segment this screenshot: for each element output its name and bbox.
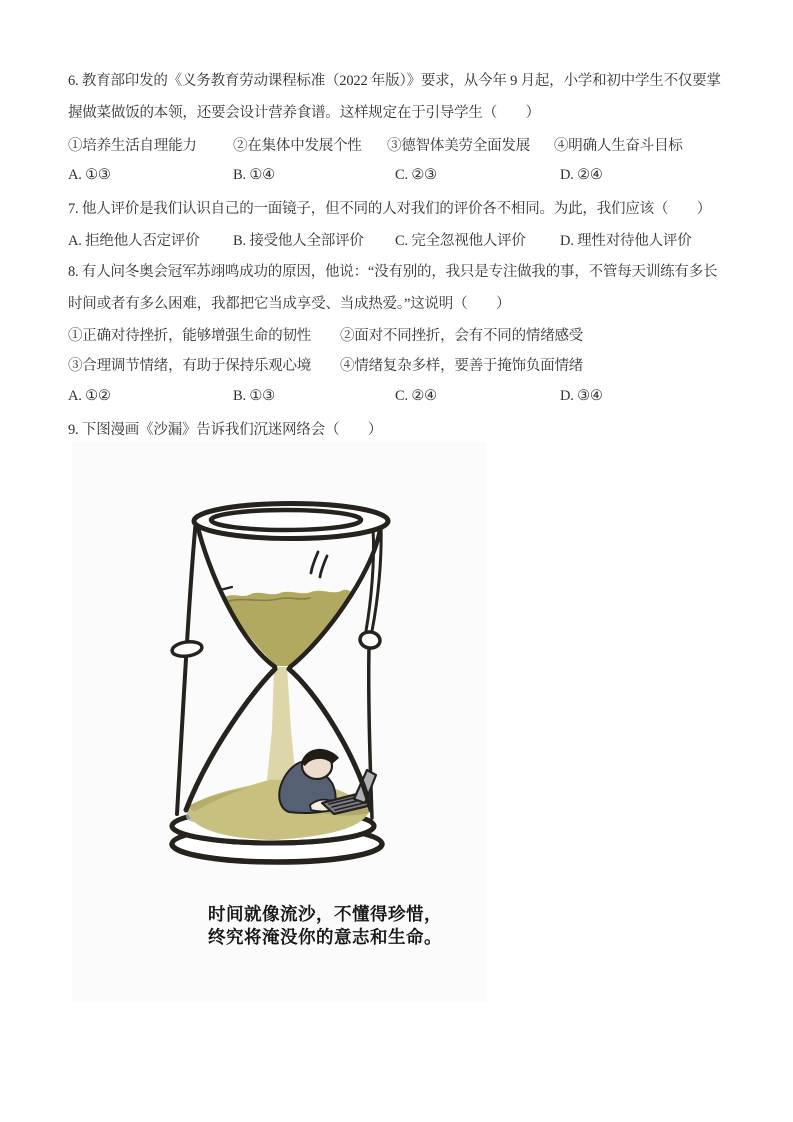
question-6-answers-row	[68, 167, 768, 185]
question-8-answer-d: D. ③④	[560, 388, 603, 404]
question-7-answer-c: C. 完全忽视他人评价	[395, 233, 526, 249]
question-7-answer-a: A. 拒绝他人否定评价	[68, 233, 200, 249]
question-8-option-1: ①正确对待挫折，能够增强生命的韧性	[68, 328, 312, 344]
question-8-option-4: ④情绪复杂多样，要善于掩饰负面情绪	[340, 358, 584, 374]
question-6-answer-c: C. ②③	[395, 167, 437, 183]
frame-left-knob	[171, 640, 203, 658]
cartoon-caption	[160, 903, 490, 949]
question-8-answer-c: C. ②④	[395, 388, 437, 404]
question-6-answer-b: B. ①④	[233, 167, 275, 183]
question-6-answer-a: A. ①③	[68, 167, 111, 183]
question-6-option-4: ④明确人生奋斗目标	[554, 138, 683, 154]
question-8-stem-line-1: 8. 有人问冬奥会冠军苏翊鸣成功的原因，他说：“没有别的，我只是专注做我的事，不管每天训练有多长	[68, 264, 718, 280]
question-6-answer-d: D. ②④	[560, 167, 603, 183]
hourglass-cartoon	[150, 460, 490, 880]
question-7-answer-d: D. 理性对待他人评价	[560, 233, 692, 249]
question-8-answer-a: A. ①②	[68, 388, 111, 404]
question-8-option-2: ②面对不同挫折，会有不同的情绪感受	[340, 328, 584, 344]
question-8-answers-row	[68, 388, 768, 406]
frame-left-rod	[177, 520, 196, 814]
cartoon-caption-line-2: 终究将淹没你的意志和生命。	[208, 927, 442, 947]
sand-top-bulb	[225, 590, 352, 666]
question-6-option-3: ③德智体美劳全面发展	[387, 138, 530, 154]
question-8-stem-line-2: 时间或者有多么困难，我都把它当成享受、当成热爱。”这说明（ ）	[68, 296, 511, 312]
question-6-options-row	[68, 134, 768, 152]
question-6-option-1: ①培养生活自理能力	[68, 138, 197, 154]
question-8-options-row-2	[68, 354, 768, 372]
question-8-option-3: ③合理调节情绪，有助于保持乐观心境	[68, 358, 312, 374]
question-6-option-2: ②在集体中发展个性	[233, 138, 362, 154]
question-8-answer-b: B. ①③	[233, 388, 275, 404]
question-6-stem-line-2: 握做菜做饭的本领，还要会设计营养食谱。这样规定在于引导学生（ ）	[68, 105, 540, 121]
sand-stream	[267, 667, 296, 780]
question-8-options-row-1	[68, 324, 768, 342]
motion-marks	[311, 552, 327, 577]
question-7-answer-b: B. 接受他人全部评价	[233, 233, 364, 249]
question-9-stem: 9. 下图漫画《沙漏》告诉我们沉迷网络会（ ）	[68, 422, 383, 438]
question-7-answers-row	[68, 229, 768, 247]
frame-right-knob	[359, 631, 381, 650]
question-7-stem: 7. 他人评价是我们认识自己的一面镜子，但不同的人对我们的评价各不相同。为此，我们应该（ ）	[68, 201, 712, 217]
top-rim-inner	[211, 510, 361, 530]
question-6-stem-line-1: 6. 教育部印发的《义务教育劳动课程标准（2022 年版）》要求，从今年 9 月起，小学和初中学生不仅要掌	[68, 73, 721, 89]
cartoon-caption-line-1: 时间就像流沙，不懂得珍惜，	[208, 904, 442, 924]
